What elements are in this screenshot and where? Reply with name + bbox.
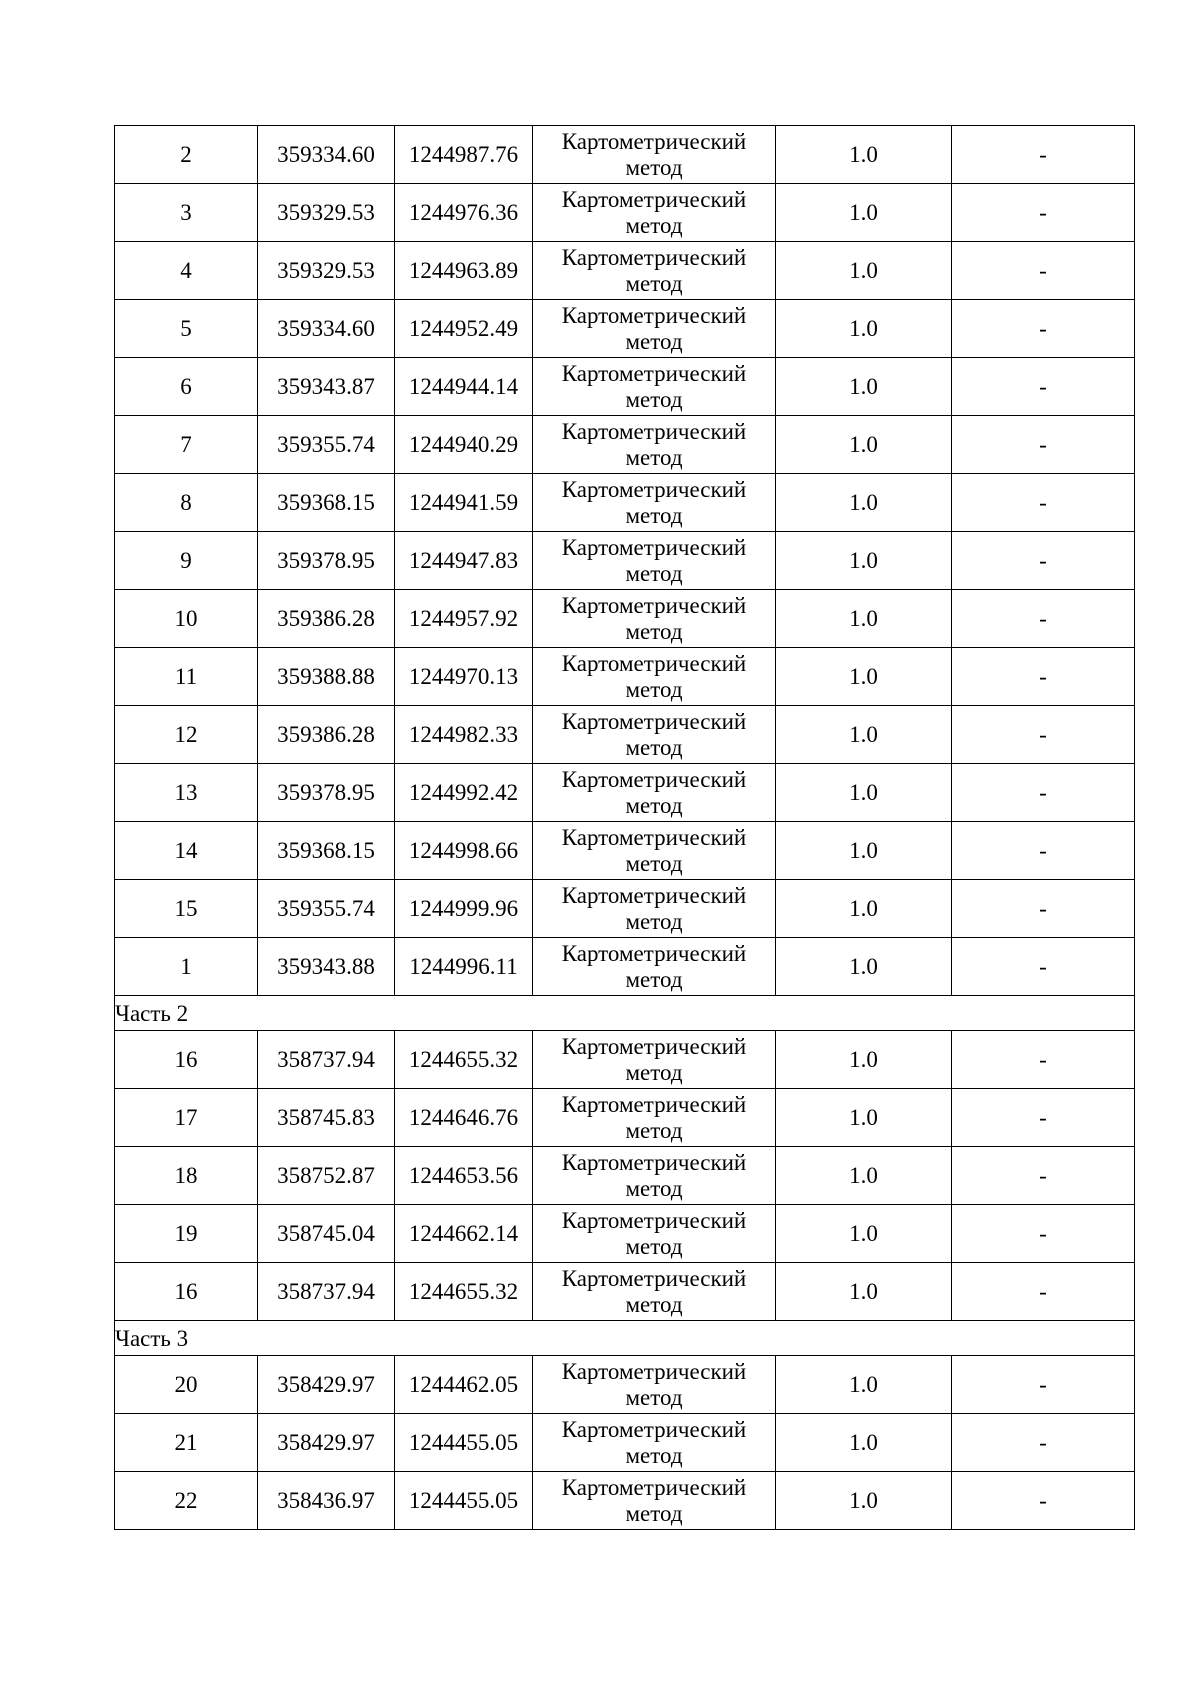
method-text: Картометрический метод <box>561 302 747 354</box>
point-number-cell: 3 <box>115 184 258 242</box>
method-text: Картометрический метод <box>561 1358 747 1410</box>
y-coordinate-cell: 1244653.56 <box>395 1147 533 1205</box>
method-text: Картометрический метод <box>561 244 747 296</box>
note-cell: - <box>952 1031 1135 1089</box>
x-coordinate-cell: 359343.88 <box>258 938 395 996</box>
point-number-cell: 17 <box>115 1089 258 1147</box>
method-text: Картометрический метод <box>561 708 747 760</box>
x-coordinate-cell: 359329.53 <box>258 242 395 300</box>
x-coordinate-cell: 359334.60 <box>258 126 395 184</box>
y-coordinate-cell: 1244455.05 <box>395 1472 533 1530</box>
table-row <box>115 1356 1135 1414</box>
y-coordinate-cell: 1244992.42 <box>395 764 533 822</box>
method-text: Картометрический метод <box>561 1033 747 1085</box>
accuracy-cell: 1.0 <box>776 126 952 184</box>
x-coordinate-cell: 359355.74 <box>258 416 395 474</box>
method-cell <box>533 242 776 300</box>
table-row <box>115 358 1135 416</box>
accuracy-cell: 1.0 <box>776 938 952 996</box>
method-text: Картометрический метод <box>561 1207 747 1259</box>
method-text: Картометрический метод <box>561 186 747 238</box>
point-number-cell: 10 <box>115 590 258 648</box>
point-number-cell: 12 <box>115 706 258 764</box>
note-cell: - <box>952 822 1135 880</box>
x-coordinate-cell: 358429.97 <box>258 1356 395 1414</box>
y-coordinate-cell: 1244940.29 <box>395 416 533 474</box>
table-row <box>115 474 1135 532</box>
x-coordinate-cell: 359388.88 <box>258 648 395 706</box>
x-coordinate-cell: 358429.97 <box>258 1414 395 1472</box>
method-cell <box>533 474 776 532</box>
note-cell: - <box>952 1205 1135 1263</box>
table-row <box>115 1205 1135 1263</box>
y-coordinate-cell: 1244646.76 <box>395 1089 533 1147</box>
accuracy-cell: 1.0 <box>776 358 952 416</box>
table-row <box>115 300 1135 358</box>
table-row <box>115 648 1135 706</box>
x-coordinate-cell: 359343.87 <box>258 358 395 416</box>
method-cell <box>533 822 776 880</box>
note-cell: - <box>952 474 1135 532</box>
point-number-cell: 5 <box>115 300 258 358</box>
note-cell: - <box>952 242 1135 300</box>
note-cell: - <box>952 184 1135 242</box>
point-number-cell: 8 <box>115 474 258 532</box>
point-number-cell: 21 <box>115 1414 258 1472</box>
table-row <box>115 590 1135 648</box>
note-cell: - <box>952 590 1135 648</box>
accuracy-cell: 1.0 <box>776 1089 952 1147</box>
table-row <box>115 1089 1135 1147</box>
accuracy-cell: 1.0 <box>776 300 952 358</box>
x-coordinate-cell: 358737.94 <box>258 1263 395 1321</box>
method-text: Картометрический метод <box>561 534 747 586</box>
accuracy-cell: 1.0 <box>776 880 952 938</box>
point-number-cell: 20 <box>115 1356 258 1414</box>
point-number-cell: 7 <box>115 416 258 474</box>
coordinates-table-body <box>115 126 1135 1530</box>
method-cell <box>533 1031 776 1089</box>
accuracy-cell: 1.0 <box>776 764 952 822</box>
accuracy-cell: 1.0 <box>776 184 952 242</box>
method-text: Картометрический метод <box>561 1474 747 1526</box>
x-coordinate-cell: 359378.95 <box>258 764 395 822</box>
point-number-cell: 22 <box>115 1472 258 1530</box>
method-cell <box>533 1356 776 1414</box>
x-coordinate-cell: 359386.28 <box>258 706 395 764</box>
x-coordinate-cell: 358737.94 <box>258 1031 395 1089</box>
method-cell <box>533 706 776 764</box>
accuracy-cell: 1.0 <box>776 1414 952 1472</box>
note-cell: - <box>952 358 1135 416</box>
method-cell <box>533 1263 776 1321</box>
x-coordinate-cell: 359386.28 <box>258 590 395 648</box>
point-number-cell: 4 <box>115 242 258 300</box>
x-coordinate-cell: 358745.83 <box>258 1089 395 1147</box>
y-coordinate-cell: 1244999.96 <box>395 880 533 938</box>
table-row <box>115 126 1135 184</box>
method-cell <box>533 1472 776 1530</box>
note-cell: - <box>952 764 1135 822</box>
method-text: Картометрический метод <box>561 1091 747 1143</box>
note-cell: - <box>952 1472 1135 1530</box>
method-text: Картометрический метод <box>561 476 747 528</box>
accuracy-cell: 1.0 <box>776 242 952 300</box>
coordinates-table <box>114 125 1135 1530</box>
table-row <box>115 706 1135 764</box>
table-row <box>115 938 1135 996</box>
table-row <box>115 242 1135 300</box>
method-cell <box>533 590 776 648</box>
table-row <box>115 764 1135 822</box>
method-cell <box>533 300 776 358</box>
note-cell: - <box>952 532 1135 590</box>
accuracy-cell: 1.0 <box>776 1472 952 1530</box>
point-number-cell: 19 <box>115 1205 258 1263</box>
point-number-cell: 18 <box>115 1147 258 1205</box>
note-cell: - <box>952 706 1135 764</box>
method-cell <box>533 764 776 822</box>
accuracy-cell: 1.0 <box>776 822 952 880</box>
y-coordinate-cell: 1244957.92 <box>395 590 533 648</box>
note-cell: - <box>952 938 1135 996</box>
method-text: Картометрический метод <box>561 882 747 934</box>
y-coordinate-cell: 1244655.32 <box>395 1031 533 1089</box>
method-text: Картометрический метод <box>561 1149 747 1201</box>
y-coordinate-cell: 1244976.36 <box>395 184 533 242</box>
y-coordinate-cell: 1244947.83 <box>395 532 533 590</box>
note-cell: - <box>952 880 1135 938</box>
point-number-cell: 9 <box>115 532 258 590</box>
method-cell <box>533 938 776 996</box>
y-coordinate-cell: 1244655.32 <box>395 1263 533 1321</box>
point-number-cell: 16 <box>115 1263 258 1321</box>
accuracy-cell: 1.0 <box>776 590 952 648</box>
y-coordinate-cell: 1244963.89 <box>395 242 533 300</box>
table-row <box>115 880 1135 938</box>
accuracy-cell: 1.0 <box>776 474 952 532</box>
point-number-cell: 6 <box>115 358 258 416</box>
accuracy-cell: 1.0 <box>776 1356 952 1414</box>
method-text: Картометрический метод <box>561 1416 747 1468</box>
table-row <box>115 1031 1135 1089</box>
method-cell <box>533 184 776 242</box>
point-number-cell: 1 <box>115 938 258 996</box>
y-coordinate-cell: 1244987.76 <box>395 126 533 184</box>
x-coordinate-cell: 359334.60 <box>258 300 395 358</box>
table-row <box>115 532 1135 590</box>
point-number-cell: 11 <box>115 648 258 706</box>
accuracy-cell: 1.0 <box>776 416 952 474</box>
method-text: Картометрический метод <box>561 940 747 992</box>
x-coordinate-cell: 358745.04 <box>258 1205 395 1263</box>
method-cell <box>533 880 776 938</box>
y-coordinate-cell: 1244996.11 <box>395 938 533 996</box>
method-text: Картометрический метод <box>561 592 747 644</box>
method-cell <box>533 416 776 474</box>
x-coordinate-cell: 359378.95 <box>258 532 395 590</box>
note-cell: - <box>952 1414 1135 1472</box>
table-row <box>115 1147 1135 1205</box>
method-cell <box>533 1147 776 1205</box>
method-cell <box>533 126 776 184</box>
accuracy-cell: 1.0 <box>776 1031 952 1089</box>
note-cell: - <box>952 648 1135 706</box>
method-text: Картометрический метод <box>561 1265 747 1317</box>
x-coordinate-cell: 358752.87 <box>258 1147 395 1205</box>
method-text: Картометрический метод <box>561 650 747 702</box>
y-coordinate-cell: 1244462.05 <box>395 1356 533 1414</box>
part-header-row <box>115 996 1135 1031</box>
table-row <box>115 416 1135 474</box>
y-coordinate-cell: 1244982.33 <box>395 706 533 764</box>
point-number-cell: 16 <box>115 1031 258 1089</box>
x-coordinate-cell: 359368.15 <box>258 822 395 880</box>
method-cell <box>533 1089 776 1147</box>
y-coordinate-cell: 1244455.05 <box>395 1414 533 1472</box>
x-coordinate-cell: 359355.74 <box>258 880 395 938</box>
accuracy-cell: 1.0 <box>776 1263 952 1321</box>
y-coordinate-cell: 1244998.66 <box>395 822 533 880</box>
y-coordinate-cell: 1244944.14 <box>395 358 533 416</box>
table-row <box>115 822 1135 880</box>
point-number-cell: 14 <box>115 822 258 880</box>
part-title: Часть 3 <box>115 1321 1135 1356</box>
table-row <box>115 1472 1135 1530</box>
table-row <box>115 1414 1135 1472</box>
method-text: Картометрический метод <box>561 360 747 412</box>
y-coordinate-cell: 1244952.49 <box>395 300 533 358</box>
accuracy-cell: 1.0 <box>776 706 952 764</box>
method-cell <box>533 1205 776 1263</box>
accuracy-cell: 1.0 <box>776 532 952 590</box>
note-cell: - <box>952 1089 1135 1147</box>
table-row <box>115 1263 1135 1321</box>
method-text: Картометрический метод <box>561 824 747 876</box>
part-header-row <box>115 1321 1135 1356</box>
note-cell: - <box>952 416 1135 474</box>
method-text: Картометрический метод <box>561 128 747 180</box>
method-cell <box>533 648 776 706</box>
x-coordinate-cell: 358436.97 <box>258 1472 395 1530</box>
method-text: Картометрический метод <box>561 418 747 470</box>
y-coordinate-cell: 1244970.13 <box>395 648 533 706</box>
note-cell: - <box>952 1147 1135 1205</box>
accuracy-cell: 1.0 <box>776 1147 952 1205</box>
note-cell: - <box>952 126 1135 184</box>
note-cell: - <box>952 1356 1135 1414</box>
y-coordinate-cell: 1244941.59 <box>395 474 533 532</box>
method-cell <box>533 532 776 590</box>
x-coordinate-cell: 359329.53 <box>258 184 395 242</box>
note-cell: - <box>952 1263 1135 1321</box>
point-number-cell: 13 <box>115 764 258 822</box>
accuracy-cell: 1.0 <box>776 648 952 706</box>
method-cell <box>533 358 776 416</box>
y-coordinate-cell: 1244662.14 <box>395 1205 533 1263</box>
table-row <box>115 184 1135 242</box>
part-title: Часть 2 <box>115 996 1135 1031</box>
accuracy-cell: 1.0 <box>776 1205 952 1263</box>
point-number-cell: 2 <box>115 126 258 184</box>
note-cell: - <box>952 300 1135 358</box>
x-coordinate-cell: 359368.15 <box>258 474 395 532</box>
method-cell <box>533 1414 776 1472</box>
point-number-cell: 15 <box>115 880 258 938</box>
method-text: Картометрический метод <box>561 766 747 818</box>
